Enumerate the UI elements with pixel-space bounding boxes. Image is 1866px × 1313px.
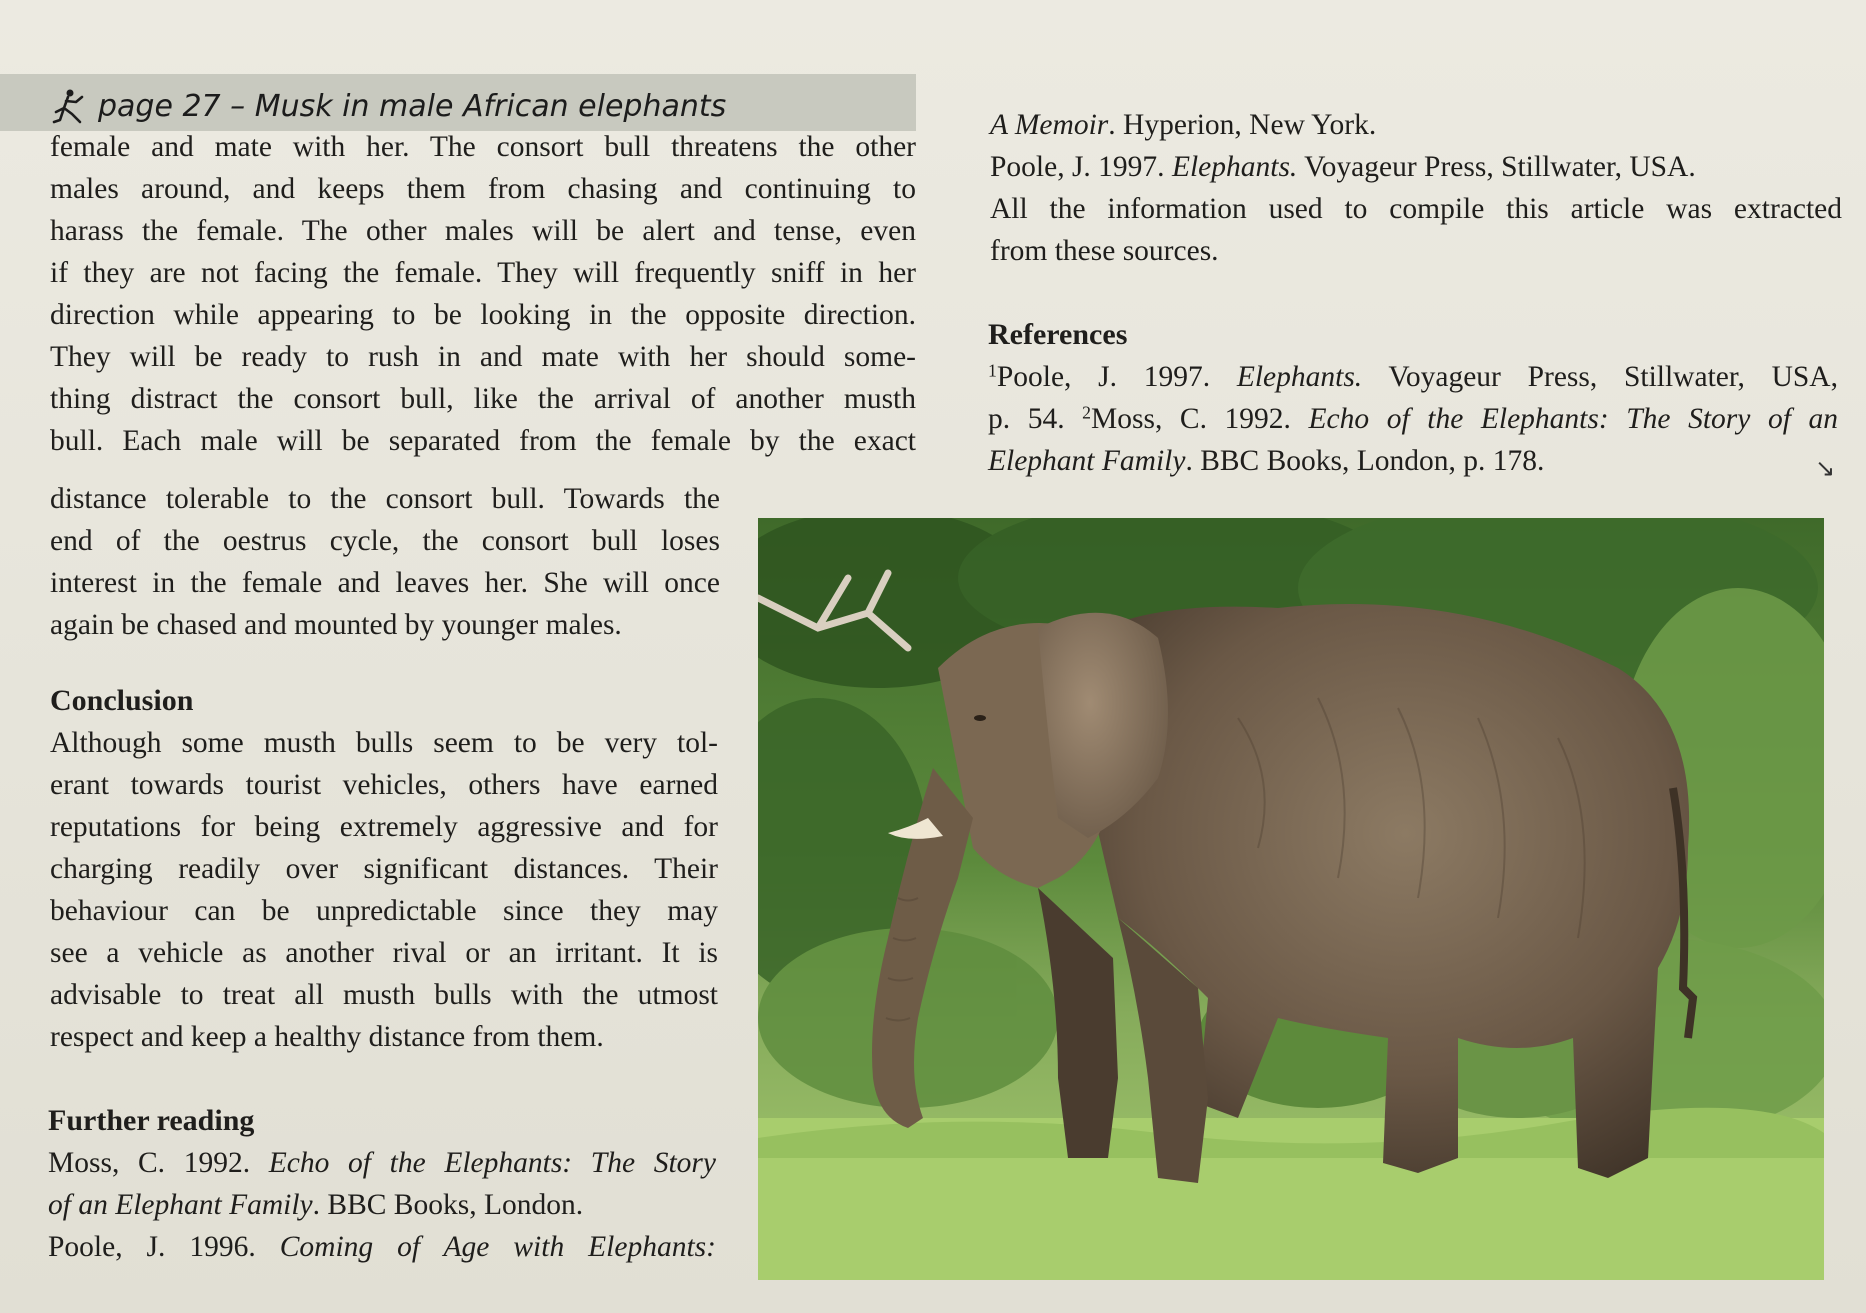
citation-title: Elephant Family	[988, 445, 1186, 477]
text-line: harass the female. The other males will be alert and tense, even	[50, 215, 916, 247]
conclusion-heading: Conclusion	[50, 684, 194, 717]
citation-page: p. 54.	[988, 403, 1083, 435]
reading-entry-moss-cont	[48, 1184, 716, 1226]
references-section	[988, 314, 1838, 482]
right-column	[990, 104, 1842, 272]
text-line: Although some musth bulls seem to be very tol-	[50, 727, 718, 759]
footnote-number: 2	[1082, 402, 1092, 423]
citation-title: of an Elephant Family	[48, 1189, 313, 1221]
citation-title: A Memoir	[990, 109, 1109, 141]
footnote-number: 1	[988, 360, 997, 381]
citation-title: Elephants.	[1236, 361, 1363, 393]
text-line: charging readily over significant distances. Their	[50, 853, 718, 885]
text-line: again be chased and mounted by younger males.	[50, 609, 622, 641]
citation-author: Poole, J. 1996.	[48, 1231, 280, 1263]
reading-entry-moss	[48, 1142, 716, 1184]
citation-title: Coming of Age with Elephants:	[279, 1231, 716, 1263]
reference-1	[988, 356, 1838, 398]
reference-2	[988, 398, 1838, 440]
text-line: direction while appearing to be looking in the opposite direction.	[50, 299, 916, 331]
text-line: behaviour can be unpredictable since they may	[50, 895, 718, 927]
text-line: from these sources.	[990, 235, 1219, 267]
text-line: interest in the female and leaves her. She will once	[50, 567, 720, 599]
citation-author: Moss, C. 1992.	[1091, 403, 1309, 435]
text-line: They will be ready to rush in and mate with her should some-	[50, 341, 916, 373]
citation-publisher: Voyageur Press, Stillwater, USA.	[1297, 151, 1696, 183]
further-reading-heading: Further reading	[48, 1104, 255, 1137]
page-header-label: page 27 – Musk in male African elephants	[98, 88, 727, 124]
reading-entry-poole	[48, 1226, 716, 1268]
citation-author: Poole, J. 1997.	[996, 361, 1237, 393]
citation-title: Echo of the Elephants: The Story	[268, 1147, 716, 1179]
text-line: erant towards tourist vehicles, others have earned	[50, 769, 718, 801]
left-column-narrow	[50, 478, 720, 646]
citation-publisher: . BBC Books, London, p. 178.	[1185, 445, 1545, 477]
text-line: female and mate with her. The consort bull threatens the other	[50, 131, 916, 163]
reading-entry-poole-1997	[990, 146, 1842, 188]
text-line: advisable to treat all musth bulls with the utmost	[50, 979, 718, 1011]
running-figure-icon	[52, 88, 92, 124]
text-line: thing distract the consort bull, like the arrival of another musth	[50, 383, 916, 415]
citation-title: Echo of the Elephants: The Story of an	[1308, 403, 1838, 435]
text-line: respect and keep a healthy distance from them.	[50, 1021, 604, 1053]
reference-2-cont	[988, 440, 1838, 482]
text-line: end of the oestrus cycle, the consort bull loses	[50, 525, 720, 557]
text-line: see a vehicle as another rival or an irritant. It is	[50, 937, 718, 969]
citation-title: Elephants.	[1171, 151, 1298, 183]
citation-author: Poole, J. 1997.	[990, 151, 1172, 183]
references-heading: References	[988, 318, 1128, 351]
text-line: reputations for being extremely aggressive and for	[50, 811, 718, 843]
text-line: if they are not facing the female. They will frequently sniff in her	[50, 257, 916, 289]
text-line: All the information used to compile this article was extracted	[990, 193, 1842, 225]
text-line: distance tolerable to the consort bull. Towards the	[50, 483, 720, 515]
citation-author: Moss, C. 1992.	[48, 1147, 269, 1179]
citation-publisher: . Hyperion, New York.	[1108, 109, 1377, 141]
conclusion-section	[50, 680, 718, 1058]
further-reading-section	[48, 1100, 716, 1268]
end-mark-icon: ↘	[1815, 454, 1836, 482]
citation-publisher: Voyageur Press, Stillwater, USA,	[1362, 361, 1838, 393]
african-elephant-photo	[758, 518, 1824, 1280]
left-column-intro	[50, 126, 916, 462]
citation-publisher: . BBC Books, London.	[312, 1189, 584, 1221]
reading-entry-cont	[990, 104, 1842, 146]
text-line: males around, and keeps them from chasing and continuing to	[50, 173, 916, 205]
text-line: bull. Each male will be separated from the female by the exact	[50, 425, 916, 457]
